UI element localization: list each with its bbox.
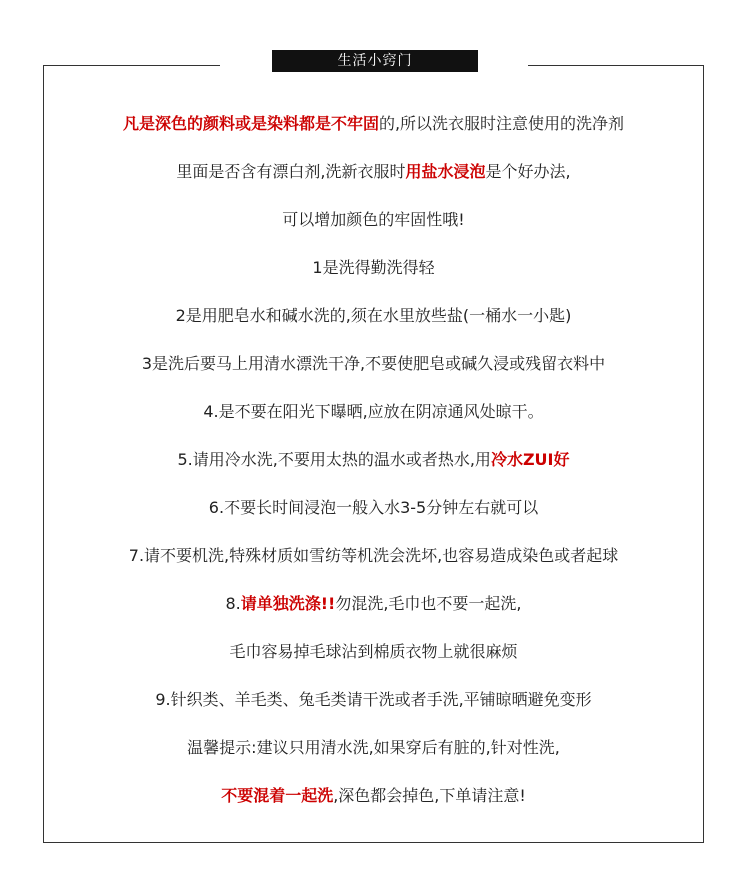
highlight-text: 冷水ZUI好 — [490, 450, 570, 469]
tip-line — [43, 584, 704, 632]
tip-text: 温馨提示:建议只用清水洗,如果穿后有脏的,针对性洗, — [187, 738, 560, 757]
tip-text: 的,所以洗衣服时注意使用的洗净剂 — [378, 114, 625, 133]
tip-text: 勿混洗,毛巾也不要一起洗, — [335, 594, 522, 613]
tip-line — [43, 632, 704, 680]
tip-line — [43, 344, 704, 392]
tip-text: 9.针织类、羊毛类、兔毛类请干洗或者手洗,平铺晾晒避免变形 — [155, 690, 592, 709]
tip-text: 7.请不要机洗,特殊材质如雪纺等机洗会洗坏,也容易造成染色或者起球 — [128, 546, 619, 565]
tip-line — [43, 200, 704, 248]
tip-text: 是个好办法, — [485, 162, 571, 181]
tip-line — [43, 296, 704, 344]
highlight-text: 不要混着一起洗 — [221, 786, 334, 805]
tip-text: 4.是不要在阳光下曝晒,应放在阴凉通风处晾干。 — [203, 402, 544, 421]
tip-text: 5.请用冷水洗,不要用太热的温水或者热水,用 — [177, 450, 491, 469]
tip-text: 8. — [225, 594, 241, 613]
tip-line — [43, 728, 704, 776]
tip-text: 3是洗后要马上用清水漂洗干净,不要使肥皂或碱久浸或残留衣料中 — [141, 354, 606, 373]
tip-line — [43, 392, 704, 440]
tips-list — [43, 104, 704, 824]
tip-line — [43, 248, 704, 296]
tip-text: 里面是否含有漂白剂,洗新衣服时 — [176, 162, 406, 181]
tip-text: 可以增加颜色的牢固性哦! — [282, 210, 465, 229]
tip-line — [43, 440, 704, 488]
tip-line — [43, 680, 704, 728]
tip-line — [43, 152, 704, 200]
tip-line — [43, 488, 704, 536]
tip-text: 2是用肥皂水和碱水洗的,须在水里放些盐(一桶水一小匙) — [175, 306, 572, 325]
tip-text: 6.不要长时间浸泡一般入水3-5分钟左右就可以 — [208, 498, 539, 517]
tip-text: 毛巾容易掉毛球沾到棉质衣物上就很麻烦 — [229, 642, 518, 661]
tip-line — [43, 104, 704, 152]
tip-text: ,深色都会掉色,下单请注意! — [333, 786, 526, 805]
tip-line — [43, 536, 704, 584]
page-title: 生活小窍门 — [272, 50, 478, 72]
highlight-text: 凡是深色的颜料或是染料都是不牢固 — [122, 114, 379, 133]
highlight-text: 用盐水浸泡 — [405, 162, 486, 181]
tip-text: 1是洗得勤洗得轻 — [312, 258, 435, 277]
tip-line — [43, 776, 704, 824]
highlight-text: 请单独洗涤!! — [240, 594, 336, 613]
